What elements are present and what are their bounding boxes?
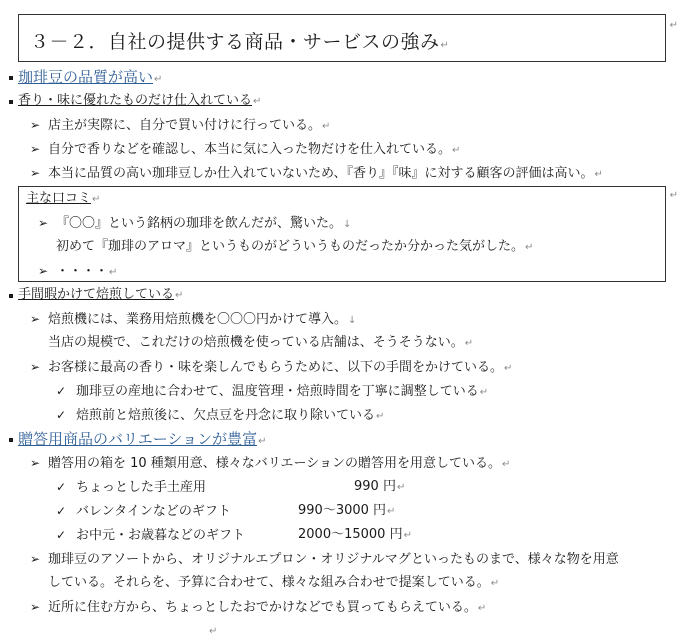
arrow-bullet-icon: ➢ (38, 264, 49, 278)
title-box (18, 14, 666, 62)
review-item-continued: 初めて『珈琲のアロマ』というものがどういうものだったか分かった気がした。↵ (56, 239, 534, 254)
list-item: ➢ 近所に住む方から、ちょっとしたおでかけなどでも買ってもらえている。↵ (30, 600, 487, 615)
list-item: ➢ 自分で香りなどを確認し、本当に気に入った物だけを仕入れている。↵ (30, 142, 461, 157)
bullet-square-icon (9, 294, 13, 298)
bullet-square-icon (9, 76, 13, 80)
checkmark-icon: ✓ (56, 504, 67, 518)
arrow-bullet-icon: ➢ (30, 142, 41, 156)
check-item: ✓ 珈琲豆の産地に合わせて、温度管理・焙煎時間を丁寧に調整している↵ (56, 384, 489, 399)
checkmark-icon: ✓ (56, 408, 67, 422)
sub-heading-aroma: 香り・味に優れたものだけ仕入れている↵ (18, 93, 262, 108)
arrow-bullet-icon: ➢ (30, 456, 41, 470)
arrow-bullet-icon: ➢ (30, 552, 41, 566)
gift-item: ✓ ちょっとした手土産用 990 円↵ (56, 479, 406, 495)
paragraph-mark: ↵ (669, 190, 678, 201)
list-item: ➢ 店主が実際に、自分で買い付けに行っている。↵ (30, 118, 331, 133)
arrow-bullet-icon: ➢ (38, 216, 49, 230)
reviews-label: 主な口コミ↵ (26, 191, 101, 206)
list-item: ➢ 贈答用の箱を 10 種類用意、様々なバリエーションの贈答用を用意している。↵ (30, 456, 511, 471)
page-title: ３－２．自社の提供する商品・サービスの強み↵ (30, 31, 450, 53)
checkmark-icon: ✓ (56, 528, 67, 542)
list-item: ➢ 珈琲豆のアソートから、オリジナルエプロン・オリジナルマグといったものまで、様々な物を用意 (30, 552, 619, 567)
paragraph-mark: ↵ (209, 626, 218, 637)
arrow-bullet-icon: ➢ (30, 312, 41, 326)
paragraph-mark: ↵ (669, 20, 678, 31)
arrow-bullet-icon: ➢ (30, 166, 41, 180)
review-item: ➢ 『〇〇』という銘柄の珈琲を飲んだが、驚いた。↓ (38, 216, 352, 231)
list-item: ➢ お客様に最高の香り・味を楽しんでもらうために、以下の手間をかけている。↵ (30, 360, 513, 375)
gift-item: ✓ バレンタインなどのギフト 990～3000 円↵ (56, 503, 396, 519)
arrow-bullet-icon: ➢ (30, 118, 41, 132)
list-item-continued: 当店の規模で、これだけの焙煎機を使っている店舗は、そうそうない。↵ (48, 335, 474, 350)
section-heading-gifts: 贈答用商品のバリエーションが豊富↵ (18, 430, 267, 448)
gift-item: ✓ お中元・お歳暮などのギフト 2000～15000 円↵ (56, 527, 412, 543)
list-item: ➢ 本当に品質の高い珈琲豆しか仕入れていないため、『香り』『味』に対する顧客の評価は高い。↵ (30, 166, 603, 181)
bullet-square-icon (9, 100, 13, 104)
sub-heading-roasting: 手間暇かけて焙煎している↵ (18, 287, 184, 302)
arrow-bullet-icon: ➢ (30, 360, 41, 374)
checkmark-icon: ✓ (56, 384, 67, 398)
review-item: ➢ ・・・・↵ (38, 264, 118, 279)
arrow-bullet-icon: ➢ (30, 600, 41, 614)
checkmark-icon: ✓ (56, 480, 67, 494)
bullet-square-icon (9, 438, 13, 442)
section-heading-quality: 珈琲豆の品質が高い↵ (18, 68, 163, 86)
list-item-continued: している。それらを、予算に合わせて、様々な組み合わせで提案している。↵ (48, 575, 500, 590)
check-item: ✓ 焙煎前と焙煎後に、欠点豆を丹念に取り除いている↵ (56, 408, 385, 423)
list-item: ➢ 焙煎機には、業務用焙煎機を〇〇〇円かけて導入。↓ (30, 312, 357, 327)
